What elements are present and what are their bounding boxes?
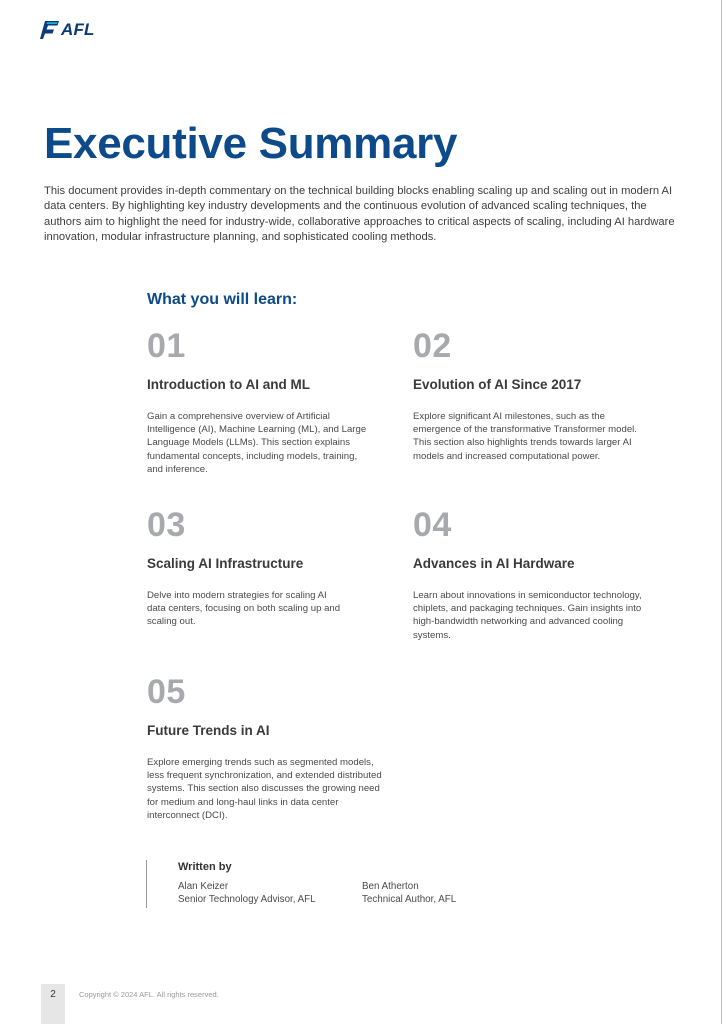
item-number: 01 (147, 327, 186, 365)
item-title: Introduction to AI and ML (147, 377, 310, 392)
item-title: Advances in AI Hardware (413, 556, 575, 571)
author-entry (362, 880, 456, 906)
learn-item (413, 505, 653, 642)
page-number: 2 (50, 989, 56, 1000)
item-number: 02 (413, 327, 452, 365)
author-entry (178, 880, 316, 906)
item-description: Learn about innovations in semiconductor technology, chiplets, and packaging techniques. Gain insights into high-bandwidth networking and advanced cooling systems. (413, 590, 642, 641)
learn-item (147, 505, 387, 629)
author-name: Ben Atherton (362, 881, 419, 892)
author-role: Senior Technology Advisor, AFL (178, 894, 316, 905)
author-role: Technical Author, AFL (362, 894, 457, 905)
afl-logo (40, 20, 95, 40)
logo-text: AFL (61, 20, 95, 39)
learn-item (147, 672, 387, 822)
item-number: 04 (413, 506, 452, 544)
learn-item (147, 326, 387, 476)
item-description: Explore emerging trends such as segmented models, less frequent synchronization, and extended distributed systems. This section also discusses the growing need for medium and long-haul links in data center interconnect (DCI). (147, 757, 382, 821)
intro-paragraph: This document provides in-depth commentary on the technical building blocks enabling scaling up and scaling out in modern AI data centers. By highlighting key industry developments and the continuous evolution of advanced scaling techniques, the authors aim to highlight the need for industry-wide, collaborative approaches to critical aspects of scaling, including AI hardware innovation, modular infrastructure planning, and sophisticated cooling methods. (44, 185, 675, 243)
written-by-label: Written by (178, 861, 232, 873)
authors-block (146, 860, 547, 908)
author-name: Alan Keizer (178, 881, 229, 892)
page-title: Executive Summary (44, 119, 458, 168)
learn-heading: What you will learn: (147, 291, 298, 308)
item-title: Scaling AI Infrastructure (147, 556, 304, 571)
item-title: Evolution of AI Since 2017 (413, 377, 582, 392)
item-description: Gain a comprehensive overview of Artificial Intelligence (AI), Machine Learning (ML), and Large Language Models (LLMs). This section explains fundamental concepts, including models, training, and inference. (147, 411, 367, 475)
item-number: 03 (147, 506, 186, 544)
copyright-text: Copyright © 2024 AFL. All rights reserved. (79, 990, 219, 999)
item-number: 05 (147, 673, 186, 711)
afl-logo-icon (40, 20, 60, 40)
page-edge-line (721, 0, 722, 1024)
item-description: Explore significant AI milestones, such as the emergence of the transformative Transformer model. This section also highlights trends towards larger AI models and increased computational power. (413, 411, 637, 462)
item-title: Future Trends in AI (147, 723, 270, 738)
learn-item (413, 326, 653, 463)
item-description: Delve into modern strategies for scaling AI data centers, focusing on both scaling up and scaling out. (147, 590, 341, 628)
page-number-tab (41, 984, 65, 1024)
